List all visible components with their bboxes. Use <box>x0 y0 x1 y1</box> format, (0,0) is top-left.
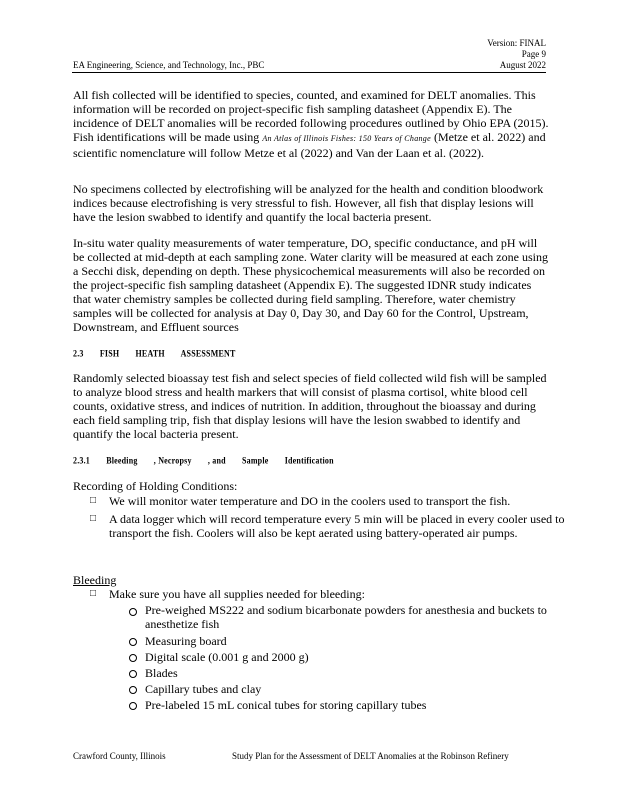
circle-bullet-icon <box>129 670 137 678</box>
bleeding-title: Bleeding <box>73 573 117 587</box>
paragraph-text: All fish collected will be identified to species, counted, and examined for DELT anomalies. This information will be recorded on project-specific fish sampling datasheet (Appendix E). The incidence of DELT anomalies will be recorded following procedures outlined by Ohio EPA (2015). Fish identifications will be made using <box>73 88 549 144</box>
heading-word: , and <box>207 455 226 466</box>
heading-word: Identification <box>284 455 334 466</box>
supply-item: Capillary tubes and clay <box>145 682 262 696</box>
paragraph-bioassay: Randomly selected bioassay test fish and select species of field collected wild fish will be sampled to analyze blood stress and health markers that will consist of plasma cortisol, white blood cell counts, oxidative stress, and indices of nutrition. In addition, throughout the bioassay and during each field sampling trip, fish that display lesions will have the lesion swabbed to identify and quantify the local bacteria present. <box>73 371 547 441</box>
heading-word: Sample <box>241 455 269 466</box>
heading-word: ASSESSMENT <box>180 348 236 359</box>
circle-bullet-icon <box>129 686 137 694</box>
heading-word: HEATH <box>135 348 165 359</box>
bleeding-intro: Make sure you have all supplies needed for bleeding: <box>109 587 365 601</box>
section-number: 2.3 <box>73 348 84 359</box>
header-rule <box>72 72 546 73</box>
section-number: 2.3.1 <box>73 455 90 466</box>
supply-item: Pre-labeled 15 mL conical tubes for storing capillary tubes <box>145 698 427 712</box>
circle-bullet-icon <box>129 608 137 616</box>
heading-word: , Necropsy <box>153 455 192 466</box>
page-number: Page 9 <box>521 49 546 59</box>
heading-word: FISH <box>99 348 120 359</box>
circle-bullet-icon <box>129 638 137 646</box>
header-date: August 2022 <box>499 60 546 70</box>
paragraph-text: (Metze et al. 2022) and scientific nomenclature will follow Metze et al (2022) and Van der Laan et al. (2022). <box>73 130 546 160</box>
header-right <box>487 38 546 71</box>
supply-item: Measuring board <box>145 634 227 648</box>
bullet-marker-icon: □ <box>90 495 97 506</box>
footer-location: Crawford County, Illinois <box>73 751 166 761</box>
supply-item: Pre-weighed MS222 and sodium bicarbonate powders for anesthesia and buckets to anesthetize fish <box>145 603 547 631</box>
circle-bullet-icon <box>129 654 137 662</box>
paragraph-water-quality: In-situ water quality measurements of water temperature, DO, specific conductance, and pH will be collected at mid-depth at each sampling zone. Water clarity will be measured at each zone using a Secchi disk, depending on depth. These physicochemical measurements will also be recorded on the project-specific fish sampling datasheet (Appendix E). The suggested IDNR study indicates that water chemistry samples be collected during field sampling. Therefore, water chemistry samples will be collected for analysis at Day 0, Day 30, and Day 60 for the Control, Upstream, Downstream, and Effluent sources <box>73 236 548 334</box>
paragraph-electrofishing: No specimens collected by electrofishing will be analyzed for the health and condition bloodwork indices because electrofishing is very stressful to fish. However, all fish that display lesions will have the lesion swabbed to identify and quantify the local bacteria present. <box>73 182 544 224</box>
section-heading-2-3-1 <box>73 455 348 466</box>
supply-item: Blades <box>145 666 178 680</box>
circle-bullet-icon <box>129 702 137 710</box>
heading-word: Bleeding <box>106 455 138 466</box>
paragraph-fish-identification <box>73 88 549 160</box>
section-heading-2-3 <box>73 348 250 359</box>
bullet-marker-icon: □ <box>90 588 97 599</box>
holding-conditions-title: Recording of Holding Conditions: <box>73 479 238 493</box>
atlas-title: An Atlas of Illinois Fishes: 150 Years of Change <box>262 134 431 143</box>
supply-item: Digital scale (0.001 g and 2000 g) <box>145 650 309 664</box>
footer-title: Study Plan for the Assessment of DELT Anomalies at the Robinson Refinery <box>232 751 509 761</box>
bullet-marker-icon: □ <box>90 513 97 524</box>
version-label: Version: FINAL <box>487 38 546 48</box>
holding-bullet: We will monitor water temperature and DO in the coolers used to transport the fish. <box>109 494 511 508</box>
company-name: EA Engineering, Science, and Technology, Inc., PBC <box>73 60 265 70</box>
holding-bullet: A data logger which will record temperature every 5 min will be placed in every cooler used to transport the fish. Coolers will also be kept aerated using battery-operated air pumps. <box>109 512 565 540</box>
